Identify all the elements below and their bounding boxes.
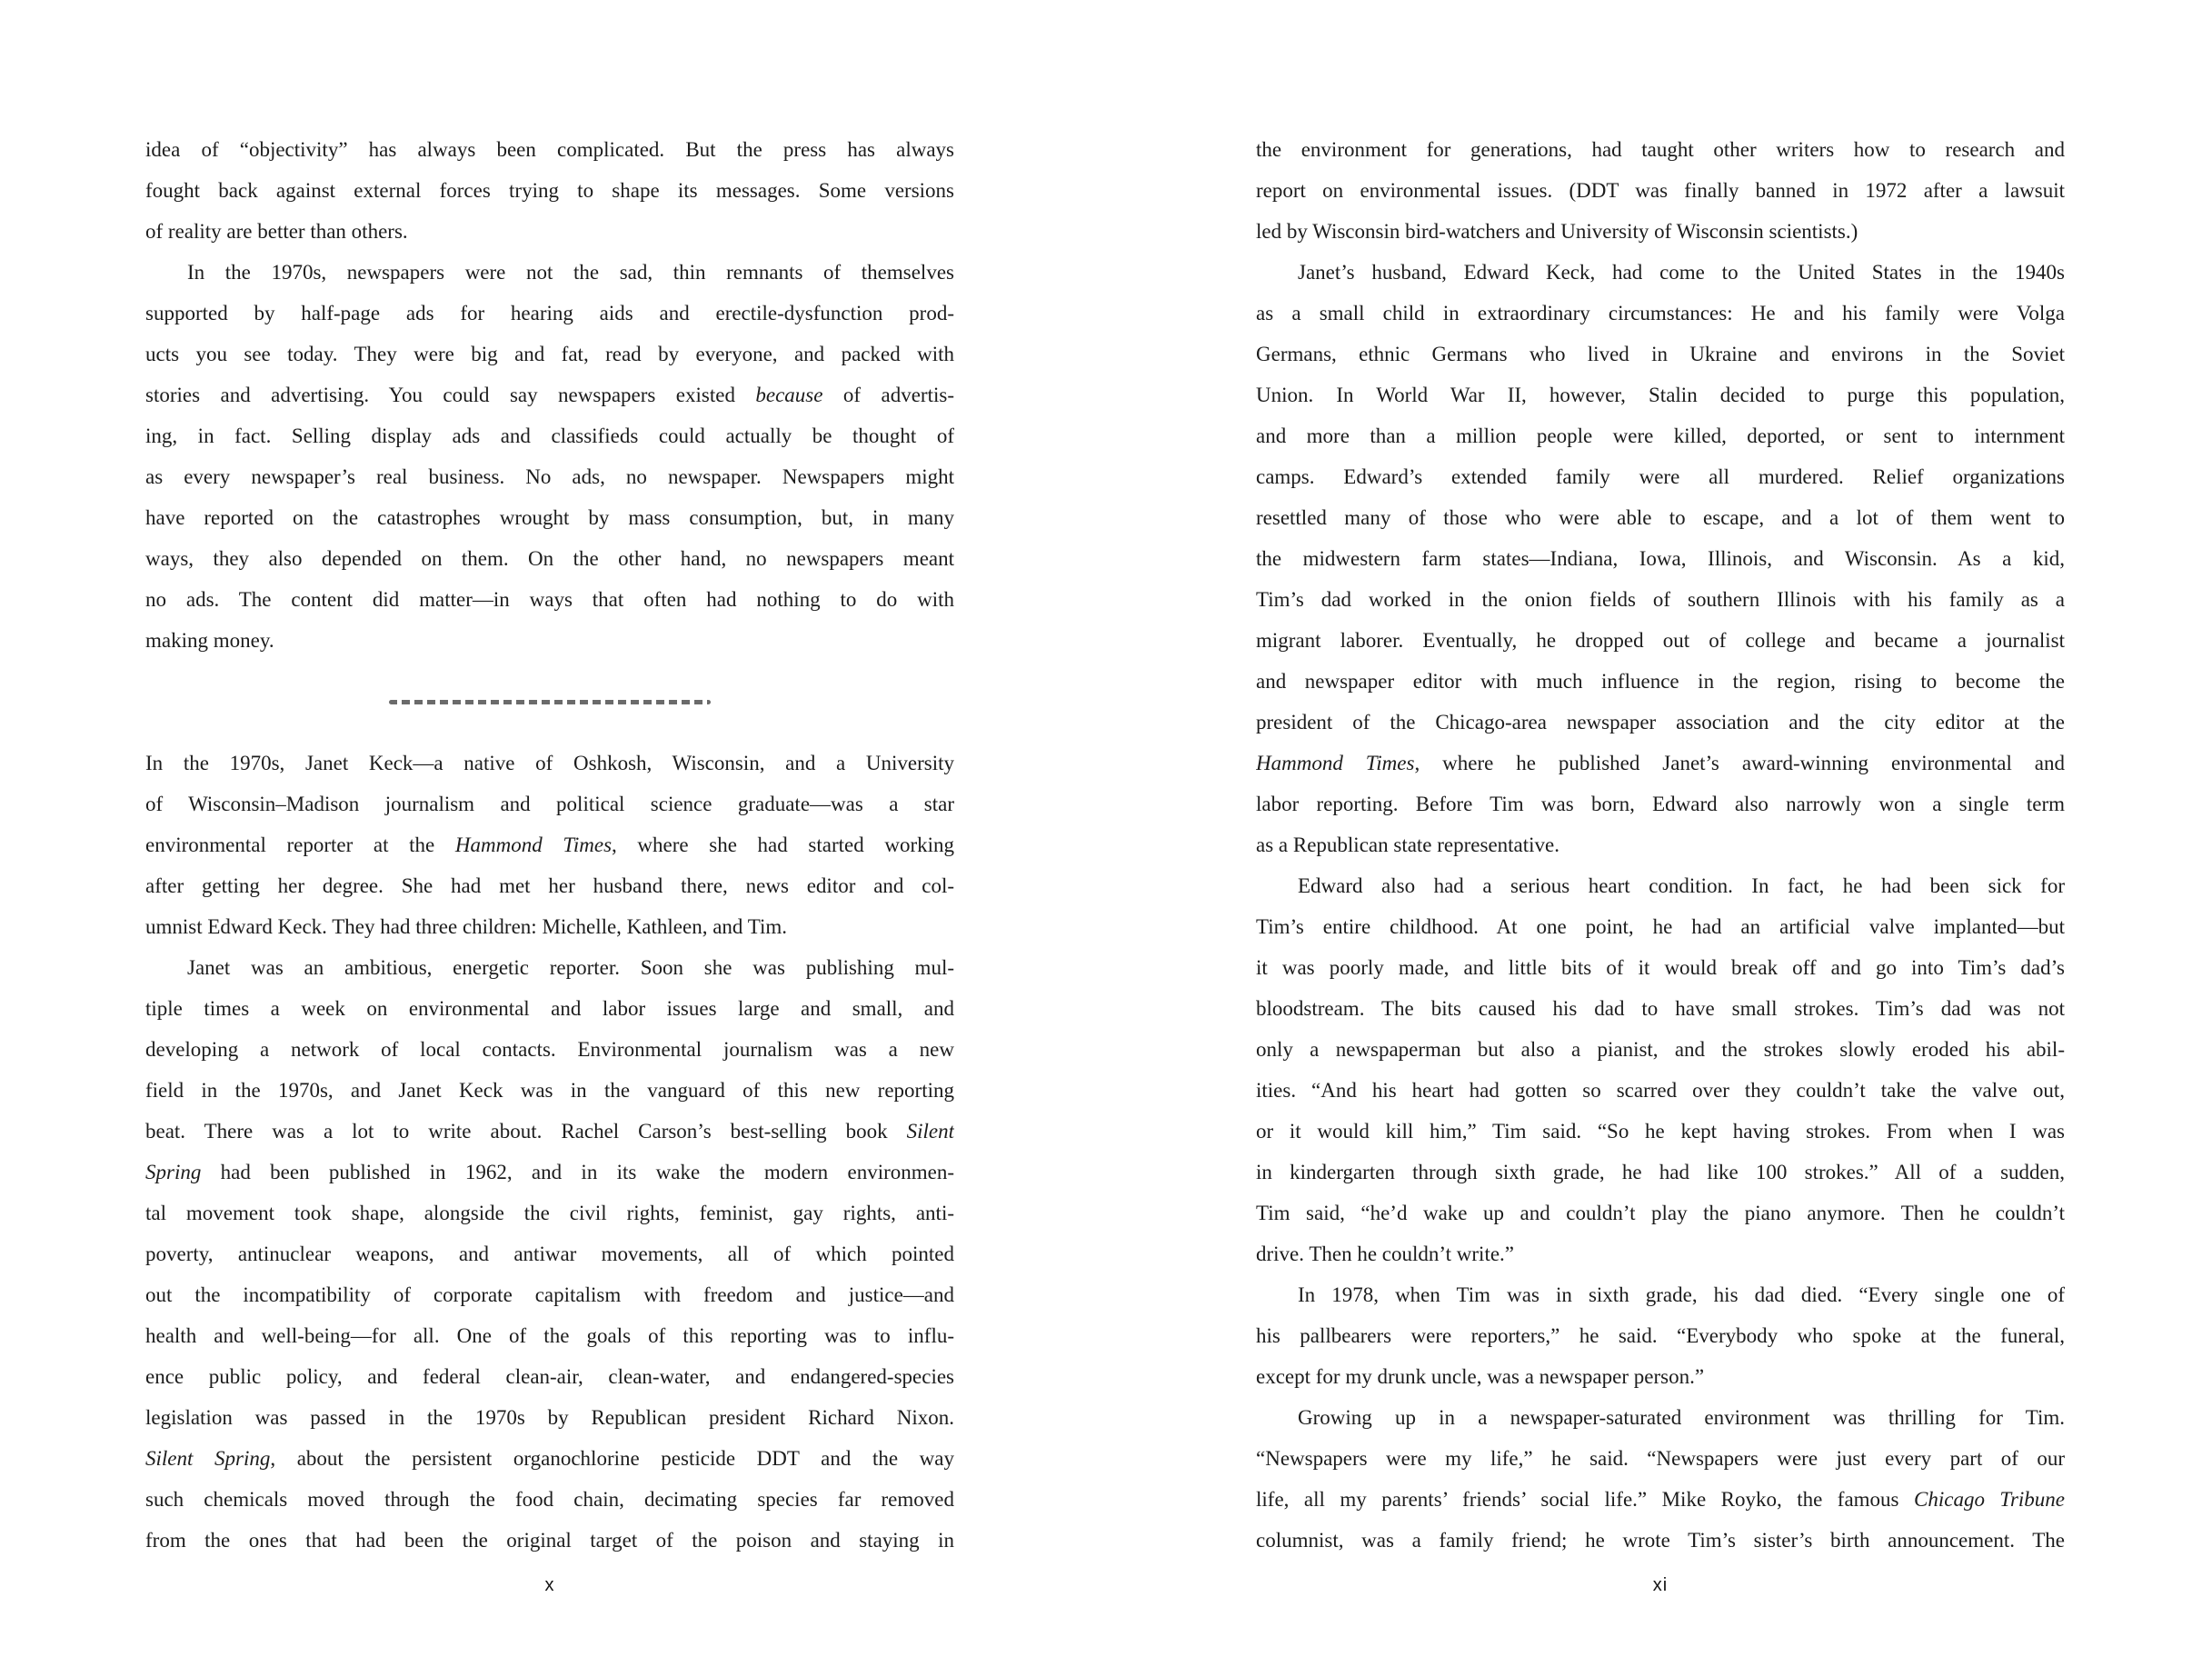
text-line <box>145 620 954 661</box>
text-line <box>145 211 954 252</box>
text-line <box>145 497 954 538</box>
text-run: as every newspaper’s real business. No ads, no newspaper. Newspapers might <box>145 465 954 488</box>
text-run: no ads. The content did matter—in ways that often had nothing to do with <box>145 588 954 611</box>
text-line <box>145 579 954 620</box>
text-run: ucts you see today. They were big and fat, read by everyone, and packed with <box>145 343 954 365</box>
text-run: poverty, antinuclear weapons, and antiwar movements, all of which pointed <box>145 1243 954 1265</box>
text-run: stories and advertising. You could say newspapers existed <box>145 384 756 406</box>
text-run: president of the Chicago-area newspaper association and the city editor at the <box>1256 711 2065 734</box>
italic-text-run: Hammond Times <box>454 834 613 856</box>
text-line <box>145 538 954 579</box>
left-page-text-column <box>145 129 954 1561</box>
text-line <box>1256 1029 2065 1070</box>
text-line <box>145 1070 954 1111</box>
text-run: report on environmental issues. (DDT was finally banned in 1972 after a lawsuit <box>1256 179 2065 202</box>
text-line <box>145 1438 954 1479</box>
text-line <box>145 1111 954 1152</box>
italic-text-run: Silent <box>906 1120 954 1143</box>
text-run: making money. <box>145 629 274 652</box>
text-line <box>145 824 954 865</box>
text-line <box>145 456 954 497</box>
text-line <box>145 1315 954 1356</box>
text-line <box>1256 538 2065 579</box>
text-line <box>1256 1233 2065 1274</box>
text-line <box>1256 620 2065 661</box>
right-page-number: xi <box>1652 1575 1669 1595</box>
text-line <box>145 1356 954 1397</box>
text-run: Union. In World War II, however, Stalin decided to purge this population, <box>1256 384 2065 406</box>
text-line <box>1256 865 2065 906</box>
text-run: , where she had started working <box>612 834 954 856</box>
text-line <box>1256 1479 2065 1520</box>
text-line <box>1256 170 2065 211</box>
text-run: tiple times a week on environmental and labor issues large and small, and <box>145 997 954 1020</box>
text-run: as a small child in extraordinary circumstances: He and his family were Volga <box>1256 302 2065 324</box>
text-line <box>1256 1438 2065 1479</box>
text-line <box>1256 293 2065 334</box>
text-run: legislation was passed in the 1970s by Republican president Richard Nixon. <box>145 1406 954 1429</box>
text-line <box>145 865 954 906</box>
text-run: camps. Edward’s extended family were all murdered. Relief organizations <box>1256 465 2065 488</box>
text-run: only a newspaperman but also a pianist, and the strokes slowly eroded his abil- <box>1256 1038 2065 1061</box>
text-line <box>1256 1397 2065 1438</box>
text-line <box>1256 579 2065 620</box>
text-line <box>145 1397 954 1438</box>
text-line <box>145 334 954 374</box>
text-run: beat. There was a lot to write about. Rachel Carson’s best-selling book <box>145 1120 907 1143</box>
text-run: led by Wisconsin bird-watchers and University of Wisconsin scientists.) <box>1256 220 1858 243</box>
left-page-number: x <box>544 1575 555 1595</box>
text-run: the midwestern farm states—Indiana, Iowa, Illinois, and Wisconsin. As a kid, <box>1256 547 2065 570</box>
text-line <box>1256 1274 2065 1315</box>
text-line <box>145 988 954 1029</box>
text-line <box>1256 415 2065 456</box>
text-line <box>1256 1356 2065 1397</box>
text-run: ways, they also depended on them. On the other hand, no newspapers meant <box>145 547 954 570</box>
text-line <box>145 1520 954 1561</box>
text-line <box>1256 1152 2065 1193</box>
text-run: of Wisconsin–Madison journalism and political science graduate—was a star <box>145 793 954 815</box>
italic-text-run: because <box>755 384 823 406</box>
text-run: such chemicals moved through the food chain, decimating species far removed <box>145 1488 954 1511</box>
text-line <box>1256 1193 2065 1233</box>
text-run: environmental reporter at the <box>145 834 455 856</box>
text-run: and more than a million people were killed, deported, or sent to internment <box>1256 424 2065 447</box>
text-line <box>1256 947 2065 988</box>
text-line <box>145 906 954 947</box>
italic-text-run: Spring <box>145 1161 202 1183</box>
text-line <box>145 1193 954 1233</box>
text-run: from the ones that had been the original target of the poison and staying in <box>145 1529 954 1552</box>
italic-text-run: Silent Spring <box>145 1447 271 1470</box>
text-run: labor reporting. Before Tim was born, Edward also narrowly won a single term <box>1256 793 2065 815</box>
divider-dashes <box>389 700 711 704</box>
italic-text-run: Chicago Tribune <box>1914 1488 2065 1511</box>
text-run: , where he published Janet’s award-winning environmental and <box>1414 752 2065 774</box>
text-run: Edward also had a serious heart condition. In fact, he had been sick for <box>1298 874 2065 897</box>
text-line <box>1256 497 2065 538</box>
text-line <box>1256 824 2065 865</box>
text-run: field in the 1970s, and Janet Keck was in the vanguard of this new reporting <box>145 1079 954 1102</box>
text-run: his pallbearers were reporters,” he said. “Everybody who spoke at the funeral, <box>1256 1324 2065 1347</box>
text-line <box>1256 334 2065 374</box>
text-run: or it would kill him,” Tim said. “So he kept having strokes. From when I was <box>1256 1120 2065 1143</box>
text-run: Tim said, “he’d wake up and couldn’t play the piano anymore. Then he couldn’t <box>1256 1202 2065 1224</box>
text-run: supported by half-page ads for hearing aids and erectile-dysfunction prod- <box>145 302 954 324</box>
text-line <box>1256 1111 2065 1152</box>
right-page-text-column <box>1256 129 2065 1561</box>
text-line <box>1256 702 2065 743</box>
text-run: after getting her degree. She had met her husband there, news editor and col- <box>145 874 954 897</box>
text-run: migrant laborer. Eventually, he dropped out of college and became a journalist <box>1256 629 2065 652</box>
text-run: had been published in 1962, and in its wake the modern environmen- <box>201 1161 954 1183</box>
text-run: of reality are better than others. <box>145 220 408 243</box>
text-run: and newspaper editor with much influence in the region, rising to become the <box>1256 670 2065 693</box>
text-run: have reported on the catastrophes wrought by mass consumption, but, in many <box>145 506 954 529</box>
text-run: drive. Then he couldn’t write.” <box>1256 1243 1515 1265</box>
text-run: of advertis- <box>822 384 954 406</box>
text-run: resettled many of those who were able to escape, and a lot of them went to <box>1256 506 2065 529</box>
text-line <box>145 784 954 824</box>
text-line <box>1256 211 2065 252</box>
text-run: fought back against external forces trying to shape its messages. Some versions <box>145 179 954 202</box>
text-line <box>1256 743 2065 784</box>
text-run: as a Republican state representative. <box>1256 834 1559 856</box>
text-run: tal movement took shape, alongside the civil rights, feminist, gay rights, anti- <box>145 1202 954 1224</box>
text-run: Germans, ethnic Germans who lived in Ukraine and environs in the Soviet <box>1256 343 2065 365</box>
text-run: bloodstream. The bits caused his dad to have small strokes. Tim’s dad was not <box>1256 997 2065 1020</box>
text-run: idea of “objectivity” has always been complicated. But the press has always <box>145 138 954 161</box>
text-run: Tim’s entire childhood. At one point, he had an artificial valve implanted—but <box>1256 915 2065 938</box>
text-line <box>1256 906 2065 947</box>
text-line <box>145 293 954 334</box>
text-line <box>1256 661 2065 702</box>
text-run: in kindergarten through sixth grade, he had like 100 strokes.” All of a sudden, <box>1256 1161 2065 1183</box>
text-run: In the 1970s, Janet Keck—a native of Oshkosh, Wisconsin, and a University <box>145 752 954 774</box>
text-line <box>1256 1315 2065 1356</box>
text-line <box>145 1152 954 1193</box>
text-run: In 1978, when Tim was in sixth grade, his dad died. “Every single one of <box>1298 1283 2065 1306</box>
text-line <box>1256 784 2065 824</box>
text-run: ities. “And his heart had gotten so scarred over they couldn’t take the valve out, <box>1256 1079 2065 1102</box>
text-line <box>1256 252 2065 293</box>
text-run: life, all my parents’ friends’ social life.” Mike Royko, the famous <box>1256 1488 1914 1511</box>
text-run: ence public policy, and federal clean-air, clean-water, and endangered-species <box>145 1365 954 1388</box>
text-line <box>1256 456 2065 497</box>
text-line <box>1256 374 2065 415</box>
text-line <box>1256 988 2065 1029</box>
text-line <box>1256 129 2065 170</box>
text-run: In the 1970s, newspapers were not the sad, thin remnants of themselves <box>187 261 954 284</box>
text-line <box>145 1233 954 1274</box>
text-run: , about the persistent organochlorine pesticide DDT and the way <box>270 1447 954 1470</box>
text-run: it was poorly made, and little bits of it would break off and go into Tim’s dad’s <box>1256 956 2065 979</box>
text-run: Tim’s dad worked in the onion fields of southern Illinois with his family as a <box>1256 588 2065 611</box>
text-line <box>145 1274 954 1315</box>
text-run: umnist Edward Keck. They had three children: Michelle, Kathleen, and Tim. <box>145 915 788 938</box>
text-run: except for my drunk uncle, was a newspaper person.” <box>1256 1365 1705 1388</box>
text-line <box>1256 1070 2065 1111</box>
text-run: Growing up in a newspaper-saturated environment was thrilling for Tim. <box>1298 1406 2065 1429</box>
text-run: ing, in fact. Selling display ads and classifieds could actually be thought of <box>145 424 954 447</box>
italic-text-run: Hammond Times <box>1256 752 1415 774</box>
text-run: Janet was an ambitious, energetic reporter. Soon she was publishing mul- <box>187 956 954 979</box>
text-line <box>145 743 954 784</box>
text-line <box>145 415 954 456</box>
text-run: out the incompatibility of corporate capitalism with freedom and justice—and <box>145 1283 954 1306</box>
text-line <box>145 947 954 988</box>
text-line <box>1256 1520 2065 1561</box>
text-line <box>145 1029 954 1070</box>
text-run: “Newspapers were my life,” he said. “Newspapers were just every part of our <box>1256 1447 2065 1470</box>
text-line <box>145 170 954 211</box>
text-run: health and well-being—for all. One of the goals of this reporting was to influ- <box>145 1324 954 1347</box>
text-run: developing a network of local contacts. Environmental journalism was a new <box>145 1038 954 1061</box>
text-run: the environment for generations, had taught other writers how to research and <box>1256 138 2065 161</box>
text-line <box>145 374 954 415</box>
text-line <box>145 1479 954 1520</box>
text-line <box>145 252 954 293</box>
text-run: columnist, was a family friend; he wrote Tim’s sister’s birth announcement. The <box>1256 1529 2065 1552</box>
text-run: Janet’s husband, Edward Keck, had come to the United States in the 1940s <box>1298 261 2065 284</box>
text-line <box>145 129 954 170</box>
section-divider <box>145 661 954 743</box>
